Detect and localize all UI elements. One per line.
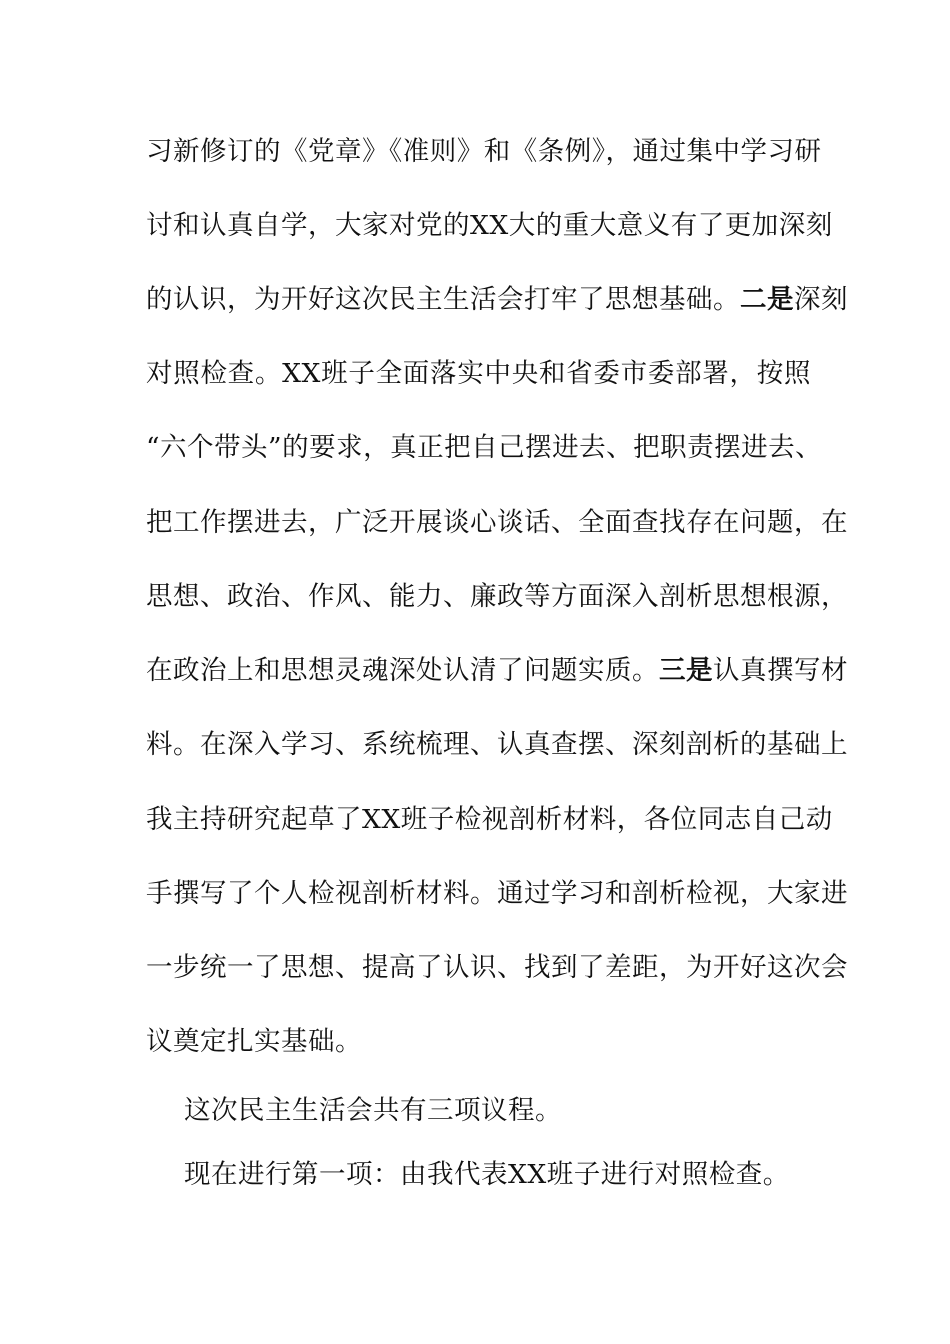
text-line: 对照检查。XX班子全面落实中央和省委市委部署，按照 [146,358,811,389]
text-segment: 在政治上和思想灵魂深处认清了问题实质。 [146,655,659,686]
text-line: 讨和认真自学，大家对党的XX大的重大意义有了更加深刻 [146,210,833,241]
text-line: 我主持研究起草了XX班子检视剖析材料，各位同志自己动 [146,804,833,835]
text-line: 思想、政治、作风、能力、廉政等方面深入剖析思想根源， [146,581,848,612]
text-line: 料。在深入学习、系统梳理、认真查摆、深刻剖析的基础上 [146,729,848,760]
emphasis-marker: 三是 [659,655,713,686]
text-line: 习新修订的《党章》《准则》和《条例》，通过集中学习研 [146,136,822,167]
text-line: 把工作摆进去，广泛开展谈心谈话、全面查找存在问题，在 [146,507,848,538]
paragraph-line: 这次民主生活会共有三项议程。 [184,1095,562,1126]
text-line: 手撰写了个人检视剖析材料。通过学习和剖析检视，大家进 [146,878,848,909]
text-segment: 的认识，为开好这次民主生活会打牢了思想基础。 [146,284,740,315]
text-segment: 认真撰写材 [713,655,848,686]
text-segment: 深刻 [794,284,848,315]
text-line: 议奠定扎实基础。 [146,1026,362,1057]
text-line: 一步统一了思想、提高了认识、找到了差距，为开好这次会 [146,952,848,983]
text-line: “六个带头”的要求，真正把自己摆进去、把职责摆进去、 [146,432,823,463]
paragraph-line: 现在进行第一项：由我代表XX班子进行对照检查。 [184,1159,790,1190]
text-line [146,282,848,318]
emphasis-marker: 二是 [740,284,794,315]
text-line [146,653,848,689]
